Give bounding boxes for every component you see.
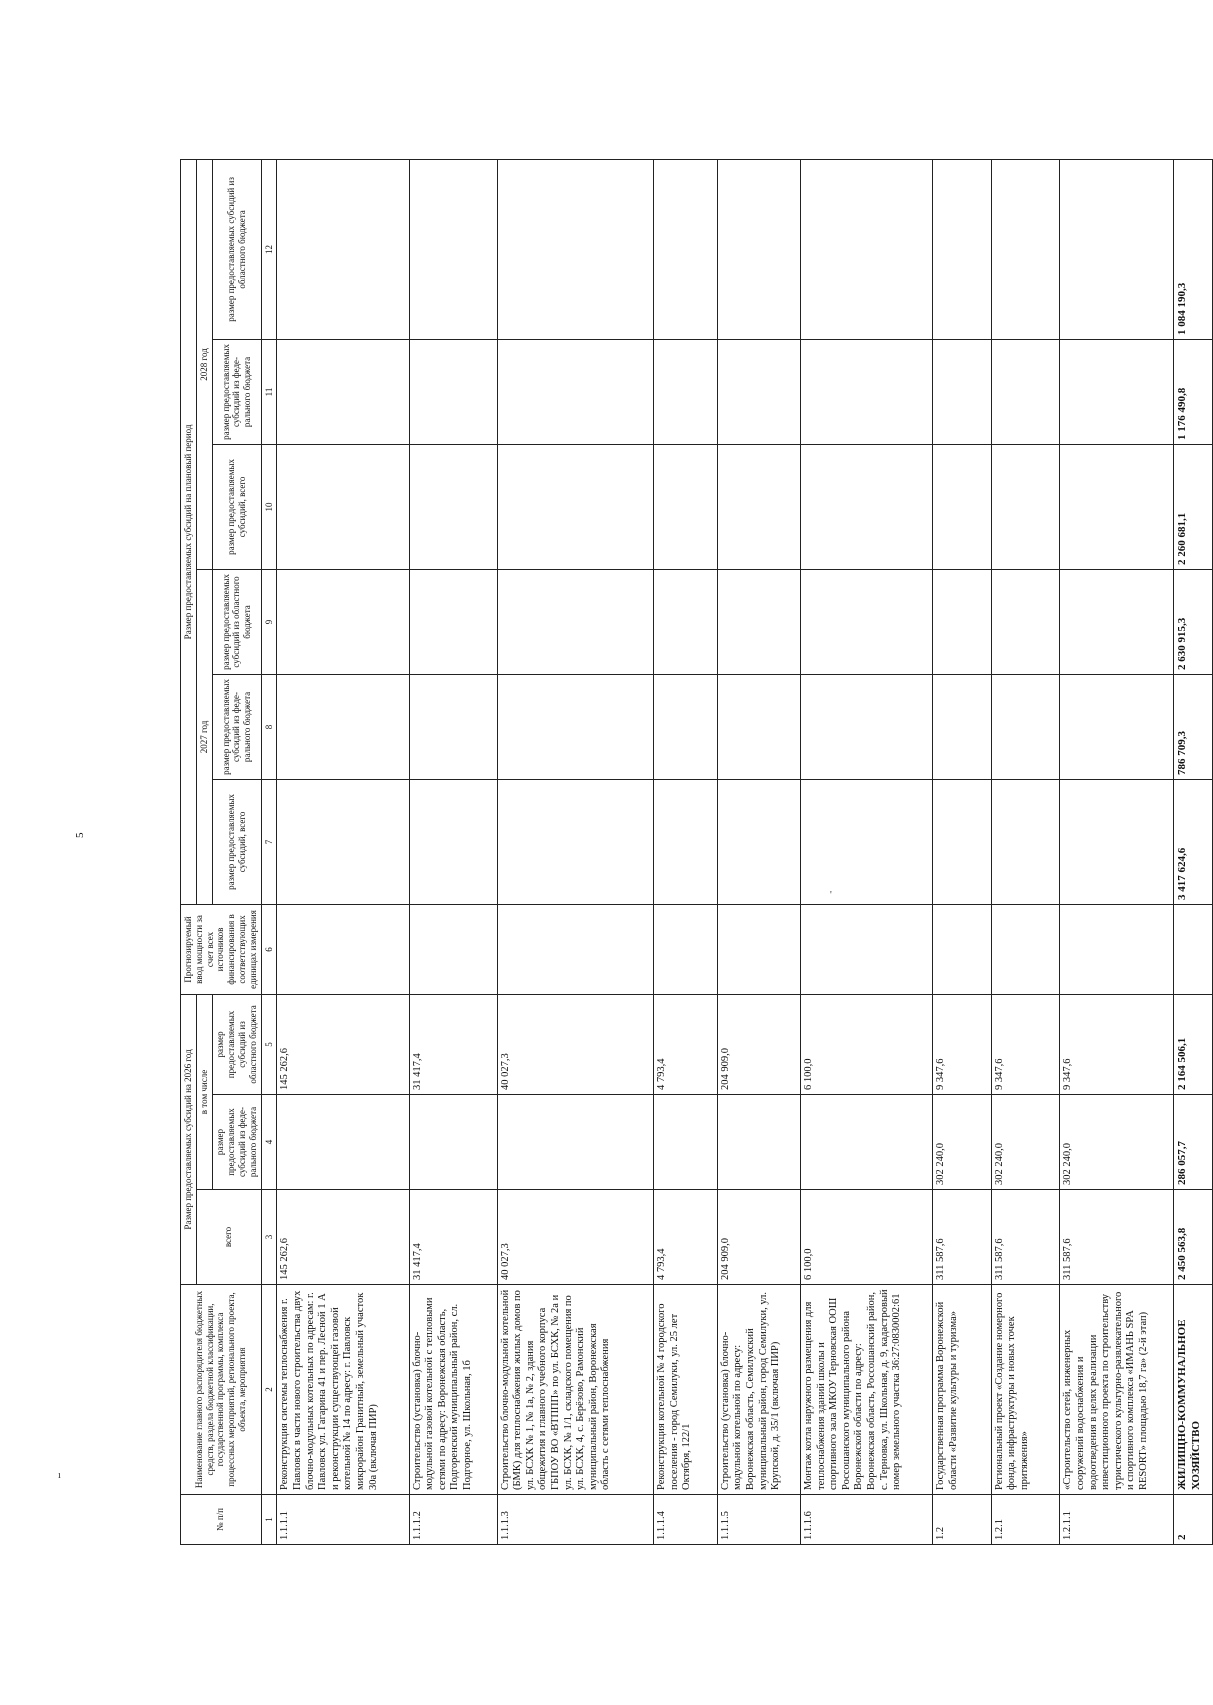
header-name: Наименование главного распорядителя бюджетных средств, раздела бюджетной классификации, государственной программы, комплекса процессных мероприятий, регионального проекта, объекта, мероприятия bbox=[181, 1285, 262, 1495]
value-cell-c9 bbox=[497, 569, 654, 674]
value-cell-c12 bbox=[991, 159, 1060, 339]
column-number: 2 bbox=[261, 1285, 277, 1495]
value-cell-c8 bbox=[1060, 674, 1174, 779]
value-cell-c9 bbox=[991, 569, 1060, 674]
value-cell-c9 bbox=[800, 569, 932, 674]
value-cell-c4: 302 240,0 bbox=[991, 1095, 1060, 1190]
value-cell-c6 bbox=[409, 904, 497, 994]
header-no: № п/п bbox=[181, 1495, 262, 1545]
row-number-cell: 1.1.1.4 bbox=[654, 1495, 718, 1545]
row-name-cell: «Строительство сетей, инженерных сооружений водоснабжения и водоотведения в целях реализации инвестиционного проекта по строительству туристического культурно-развлекательного и спортивного комплекса «ИМАНЬ SPA RESORT» площадью 18,7 га» (2-й этап) bbox=[1060, 1285, 1174, 1495]
value-cell-c10 bbox=[1060, 444, 1174, 569]
row-name-cell: Региональный проект «Создание номерного фонда, инфраструктуры и новых точек притяжения» bbox=[991, 1285, 1060, 1495]
row-number-cell: 1.1.1.5 bbox=[717, 1495, 800, 1545]
value-cell-c9 bbox=[933, 569, 992, 674]
header-vsego: всего bbox=[197, 1190, 262, 1285]
value-cell-c12 bbox=[1060, 159, 1174, 339]
value-cell-c8 bbox=[654, 674, 718, 779]
column-number: 1 bbox=[261, 1495, 277, 1545]
value-cell-c10 bbox=[717, 444, 800, 569]
table-row bbox=[717, 159, 800, 1544]
value-cell-c5: 4 793,4 bbox=[654, 994, 718, 1094]
value-cell-c11 bbox=[654, 339, 718, 444]
value-cell-c8 bbox=[933, 674, 992, 779]
column-number: 8 bbox=[261, 674, 277, 779]
row-number-cell: 1.2.1.1 bbox=[1060, 1495, 1174, 1545]
value-cell-c12: 1 084 190,3 bbox=[1174, 159, 1212, 339]
row-number-cell: 1.2.1 bbox=[991, 1495, 1060, 1545]
table-row bbox=[654, 159, 718, 1544]
value-cell-c6 bbox=[654, 904, 718, 994]
value-cell-c12 bbox=[654, 159, 718, 339]
value-cell-c9 bbox=[717, 569, 800, 674]
value-cell-c7: 3 417 624,6 bbox=[1174, 779, 1212, 904]
row-name-cell: ЖИЛИЩНО-КОММУНАЛЬНОЕ ХОЗЯЙСТВО bbox=[1174, 1285, 1212, 1495]
value-cell-c6 bbox=[497, 904, 654, 994]
column-number: 11 bbox=[261, 339, 277, 444]
value-cell-c4: 302 240,0 bbox=[933, 1095, 992, 1190]
value-cell-c10 bbox=[654, 444, 718, 569]
value-cell-c4 bbox=[409, 1095, 497, 1190]
header-year-2027: 2027 год bbox=[197, 569, 213, 904]
header-fed-2027: размер предоставляемых субсидий из феде-рального бюджета bbox=[213, 674, 261, 779]
value-cell-c8 bbox=[800, 674, 932, 779]
value-cell-c8: 786 709,3 bbox=[1174, 674, 1212, 779]
table-row bbox=[277, 159, 409, 1544]
stray-mark: ' bbox=[830, 890, 832, 901]
value-cell-c11 bbox=[991, 339, 1060, 444]
column-number: 9 bbox=[261, 569, 277, 674]
row-name-cell: Строительство блочно-модульной котельной (БМК) для теплоснабжения жилых домов по ул. БСХК № 1, № 1а, № 2, здания общежития и главного учебного корпуса ГБПОУ ВО «ВТППП» по ул. БСХК, № 2а и ул. БСХК, № 1/1, складского помещения по ул. БСХК, 4, с. Берёзово, Рамонский муниципальный район, Воронежская область с сетями теплоснабжения bbox=[497, 1285, 654, 1495]
value-cell-c8 bbox=[991, 674, 1060, 779]
value-cell-c10 bbox=[277, 444, 409, 569]
value-cell-c9: 2 630 915,3 bbox=[1174, 569, 1212, 674]
column-number: 3 bbox=[261, 1190, 277, 1285]
value-cell-c9 bbox=[654, 569, 718, 674]
value-cell-c6 bbox=[1174, 904, 1212, 994]
subsidy-table bbox=[180, 159, 1213, 1545]
table-row bbox=[991, 159, 1060, 1544]
row-number-cell: 1.1.1.2 bbox=[409, 1495, 497, 1545]
value-cell-c3: 311 587,6 bbox=[991, 1190, 1060, 1285]
header-group-2026: Размер предоставляемых субсидий на 2026 год bbox=[181, 994, 197, 1284]
column-number: 6 bbox=[261, 904, 277, 994]
value-cell-c7 bbox=[497, 779, 654, 904]
header-total-2028: размер предоставляемых субсидий, всего bbox=[213, 444, 261, 569]
value-cell-c6 bbox=[800, 904, 932, 994]
rotated-table-sheet bbox=[180, 160, 1208, 1545]
row-name-cell: Монтаж котла наружного размещения для теплоснабжения зданий школы и спортивного зала МКОУ Терновская ООШ Россошанского муниципального района Воронежской области по адресу: Воронежская область, Россошанский район, с. Терновка, ул. Школьная, д. 9, кадастровый номер земельного участка 36:27:0830002:61 bbox=[800, 1285, 932, 1495]
header-year-2028: 2028 год bbox=[197, 159, 213, 569]
value-cell-c5: 9 347,6 bbox=[1060, 994, 1174, 1094]
value-cell-c12 bbox=[933, 159, 992, 339]
value-cell-c10 bbox=[800, 444, 932, 569]
value-cell-c10 bbox=[933, 444, 992, 569]
value-cell-c6 bbox=[1060, 904, 1174, 994]
value-cell-c4 bbox=[717, 1095, 800, 1190]
table-row bbox=[409, 159, 497, 1544]
value-cell-c5: 9 347,6 bbox=[933, 994, 992, 1094]
value-cell-c3: 40 027,3 bbox=[497, 1190, 654, 1285]
value-cell-c3: 31 417,4 bbox=[409, 1190, 497, 1285]
value-cell-c5: 204 909,0 bbox=[717, 994, 800, 1094]
value-cell-c5: 6 100,0 bbox=[800, 994, 932, 1094]
row-number-cell: 1.1.1.6 bbox=[800, 1495, 932, 1545]
value-cell-c3: 4 793,4 bbox=[654, 1190, 718, 1285]
value-cell-c12 bbox=[277, 159, 409, 339]
value-cell-c11 bbox=[933, 339, 992, 444]
row-name-cell: Строительство (установка) блочно-модульной котельной по адресу: Воронежская область, Семилукский муниципальный район, город Семилуки, ул. Крупской, д. 35/1 (включая ПИР) bbox=[717, 1285, 800, 1495]
value-cell-c7 bbox=[717, 779, 800, 904]
column-number: 7 bbox=[261, 779, 277, 904]
column-number: 12 bbox=[261, 159, 277, 339]
value-cell-c9 bbox=[277, 569, 409, 674]
row-name-cell: Государственная программа Воронежской области «Развитие культуры и туризма» bbox=[933, 1285, 992, 1495]
column-number: 4 bbox=[261, 1095, 277, 1190]
header-obl-2027: размер предоставляемых субсидий из областного бюджета bbox=[213, 569, 261, 674]
value-cell-c6 bbox=[717, 904, 800, 994]
stray-mark: ı bbox=[58, 1470, 61, 1481]
value-cell-c5: 40 027,3 bbox=[497, 994, 654, 1094]
value-cell-c5: 2 164 506,1 bbox=[1174, 994, 1212, 1094]
value-cell-c11 bbox=[277, 339, 409, 444]
value-cell-c7 bbox=[991, 779, 1060, 904]
row-number-cell: 1.1.1.1 bbox=[277, 1495, 409, 1545]
header-obl-2026: размер предоставляемых субсидий из областного бюджета bbox=[213, 994, 261, 1094]
value-cell-c11 bbox=[1060, 339, 1174, 444]
header-total-2027: размер предоставляемых субсидий, всего bbox=[213, 779, 261, 904]
value-cell-c8 bbox=[497, 674, 654, 779]
value-cell-c7 bbox=[1060, 779, 1174, 904]
value-cell-c5: 145 262,6 bbox=[277, 994, 409, 1094]
value-cell-c6 bbox=[933, 904, 992, 994]
value-cell-c11 bbox=[497, 339, 654, 444]
value-cell-c3: 311 587,6 bbox=[1060, 1190, 1174, 1285]
value-cell-c4 bbox=[654, 1095, 718, 1190]
header-v-tom-chisle: в том числе bbox=[197, 994, 213, 1189]
table-row bbox=[1174, 159, 1212, 1544]
table-row bbox=[1060, 159, 1174, 1544]
value-cell-c3: 145 262,6 bbox=[277, 1190, 409, 1285]
value-cell-c4 bbox=[277, 1095, 409, 1190]
column-number-row bbox=[261, 159, 277, 1544]
value-cell-c4 bbox=[497, 1095, 654, 1190]
value-cell-c7 bbox=[654, 779, 718, 904]
value-cell-c6 bbox=[991, 904, 1060, 994]
value-cell-c12 bbox=[800, 159, 932, 339]
value-cell-c7 bbox=[277, 779, 409, 904]
value-cell-c12 bbox=[497, 159, 654, 339]
value-cell-c4 bbox=[800, 1095, 932, 1190]
row-number-cell: 2 bbox=[1174, 1495, 1212, 1545]
value-cell-c3: 311 587,6 bbox=[933, 1190, 992, 1285]
column-number: 5 bbox=[261, 994, 277, 1094]
value-cell-c3: 204 909,0 bbox=[717, 1190, 800, 1285]
value-cell-c5: 9 347,6 bbox=[991, 994, 1060, 1094]
value-cell-c8 bbox=[409, 674, 497, 779]
row-name-cell: Реконструкция котельной № 4 городского поселения - город Семилуки, ул. 25 лет Октября, 122/1 bbox=[654, 1285, 718, 1495]
value-cell-c7 bbox=[933, 779, 992, 904]
value-cell-c10 bbox=[497, 444, 654, 569]
value-cell-c10 bbox=[409, 444, 497, 569]
column-number: 10 bbox=[261, 444, 277, 569]
value-cell-c9 bbox=[1060, 569, 1174, 674]
value-cell-c8 bbox=[277, 674, 409, 779]
value-cell-c4: 286 057,7 bbox=[1174, 1095, 1212, 1190]
table-row bbox=[933, 159, 992, 1544]
row-name-cell: Строительство (установка) блочно-модульной газовой котельной с тепловыми сетями по адресу: Воронежская область, Подгоренский муниципальный район, сл. Подгорное, ул. Школьная, 1б bbox=[409, 1285, 497, 1495]
value-cell-c6 bbox=[277, 904, 409, 994]
value-cell-c11 bbox=[800, 339, 932, 444]
value-cell-c7 bbox=[800, 779, 932, 904]
value-cell-c8 bbox=[717, 674, 800, 779]
table-row bbox=[800, 159, 932, 1544]
header-fed-2026: размер предоставляемых субсидий из феде-рального бюджета bbox=[213, 1095, 261, 1190]
header-obl-2028: размер предоставляемых субсидий из областного бюджета bbox=[213, 159, 261, 339]
value-cell-c12 bbox=[409, 159, 497, 339]
value-cell-c12 bbox=[717, 159, 800, 339]
row-number-cell: 1.1.1.3 bbox=[497, 1495, 654, 1545]
page-number: 5 bbox=[74, 832, 86, 838]
value-cell-c3: 2 450 563,8 bbox=[1174, 1190, 1212, 1285]
value-cell-c9 bbox=[409, 569, 497, 674]
value-cell-c5: 31 417,4 bbox=[409, 994, 497, 1094]
value-cell-c11 bbox=[717, 339, 800, 444]
row-name-cell: Реконструкция системы теплоснабжения г. Павловск в части нового строительства двух блочно-модульных котельных по адресам: г. Павловск ул. Гагарина 41 и пер. Лесной 1 А и реконструкции существующей газовой котельной № 14 по адресу: г. Павловск микрорайон Гранитный, земельный участок 30а (включая ПИР) bbox=[277, 1285, 409, 1495]
value-cell-c11: 1 176 490,8 bbox=[1174, 339, 1212, 444]
value-cell-c7 bbox=[409, 779, 497, 904]
table-row bbox=[497, 159, 654, 1544]
value-cell-c10: 2 260 681,1 bbox=[1174, 444, 1212, 569]
header-capacity: Прогнозируемый ввод мощности за счет всех источников финансирования в соответствующих единицах измерения bbox=[181, 904, 262, 994]
value-cell-c11 bbox=[409, 339, 497, 444]
header-fed-2028: размер предоставляемых субсидий из феде-рального бюджета bbox=[213, 339, 261, 444]
header-group-plan: Размер предоставляемых субсидий на плановый период bbox=[181, 159, 197, 904]
value-cell-c10 bbox=[991, 444, 1060, 569]
value-cell-c3: 6 100,0 bbox=[800, 1190, 932, 1285]
row-number-cell: 1.2 bbox=[933, 1495, 992, 1545]
value-cell-c4: 302 240,0 bbox=[1060, 1095, 1174, 1190]
